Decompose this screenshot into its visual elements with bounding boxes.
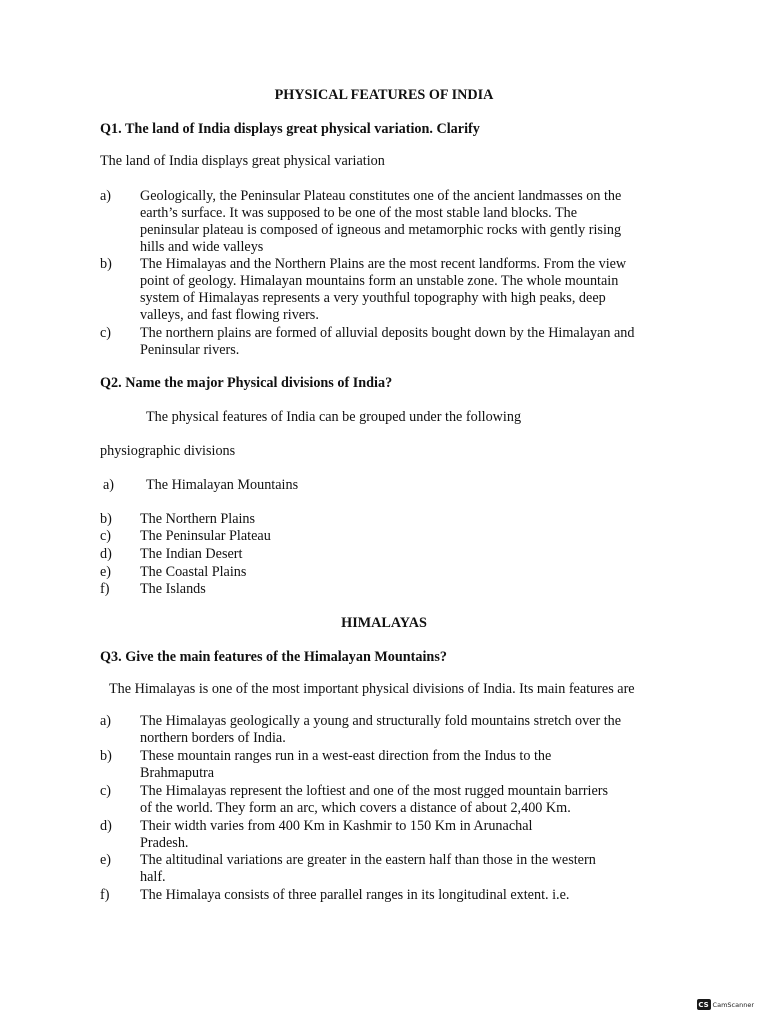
q2-item-f-text: The Islands [140,581,206,597]
camscanner-logo-icon: CS [698,1000,709,1009]
q2-item-c-text: The Peninsular Plateau [140,528,271,544]
q3-item-a-line: The Himalayas geologically a young and structurally fold mountains stretch over the [140,713,622,729]
q3-intro: The Himalayas is one of the most important physical divisions of India. Its main features are [109,681,635,697]
q3-question: Q3. Give the main features of the Himalayan Mountains? [100,649,447,665]
q2-item-e-text: The Coastal Plains [140,564,247,580]
q3-item-b-marker: b) [100,748,112,764]
q3-item-e-line: The altitudinal variations are greater in the eastern half than those in the western [140,852,596,868]
q3-item-d-marker: d) [100,818,112,834]
q2-question: Q2. Name the major Physical divisions of India? [100,375,393,391]
section-heading: HIMALAYAS [341,615,427,631]
q1-item-a-marker: a) [100,188,112,204]
q3-item-c-line: The Himalayas represent the loftiest and one of the most rugged mountain barriers [140,783,609,799]
q3-item-b-line: These mountain ranges run in a west-east direction from the Indus to the [140,748,552,764]
q1-item-a-line: hills and wide valleys [140,239,264,255]
q2-item-a-marker: a) [103,477,115,493]
q3-item-a-line: northern borders of India. [140,730,286,746]
q2-item-e-marker: e) [100,564,112,580]
q3-item-e-marker: e) [100,852,112,868]
q3-item-a-marker: a) [100,713,112,729]
q1-item-a-line: Geologically, the Peninsular Plateau constitutes one of the ancient landmasses on the [140,188,622,204]
q1-intro: The land of India displays great physical variation [100,153,385,169]
document-title: PHYSICAL FEATURES OF INDIA [274,87,494,103]
q1-item-c-marker: c) [100,325,112,341]
q3-item-f-marker: f) [100,887,110,903]
q3-item-d-line: Their width varies from 400 Km in Kashmir to 150 Km in Arunachal [140,818,533,834]
q3-item-b-line: Brahmaputra [140,765,215,781]
q3-item-e-line: half. [140,869,166,885]
q2-intro: physiographic divisions [100,443,236,459]
q3-item-f-line: The Himalaya consists of three parallel ranges in its longitudinal extent. i.e. [140,887,570,903]
q2-intro: The physical features of India can be grouped under the following [146,409,522,425]
q1-item-b-line: point of geology. Himalayan mountains form an unstable zone. The whole mountain [140,273,619,289]
q3-item-c-marker: c) [100,783,112,799]
q1-item-c-line: Peninsular rivers. [140,342,240,358]
q1-question: Q1. The land of India displays great physical variation. Clarify [100,121,480,137]
q2-item-c-marker: c) [100,528,112,544]
q2-item-b-marker: b) [100,511,112,527]
q1-item-b-line: The Himalayas and the Northern Plains are the most recent landforms. From the view [140,256,627,272]
q3-item-d-line: Pradesh. [140,835,189,851]
q2-item-f-marker: f) [100,581,110,597]
camscanner-label: CamScanner [712,1000,754,1009]
q2-item-a-text: The Himalayan Mountains [146,477,299,493]
q2-item-d-marker: d) [100,546,112,562]
q1-item-b-line: valleys, and fast flowing rivers. [140,307,319,323]
q1-item-b-marker: b) [100,256,112,272]
q1-item-b-line: system of Himalayas represents a very youthful topography with high peaks, deep [140,290,606,306]
q3-item-c-line: of the world. They form an arc, which covers a distance of about 2,400 Km. [140,800,571,816]
q1-item-a-line: peninsular plateau is composed of igneous and metamorphic rocks with gently rising [140,222,622,238]
q2-item-d-text: The Indian Desert [140,546,243,562]
camscanner-watermark [697,999,754,1010]
q1-item-c-line: The northern plains are formed of alluvial deposits bought down by the Himalayan and [140,325,635,341]
q2-item-b-text: The Northern Plains [140,511,256,527]
q1-item-a-line: earth’s surface. It was supposed to be one of the most stable land blocks. The [140,205,578,221]
